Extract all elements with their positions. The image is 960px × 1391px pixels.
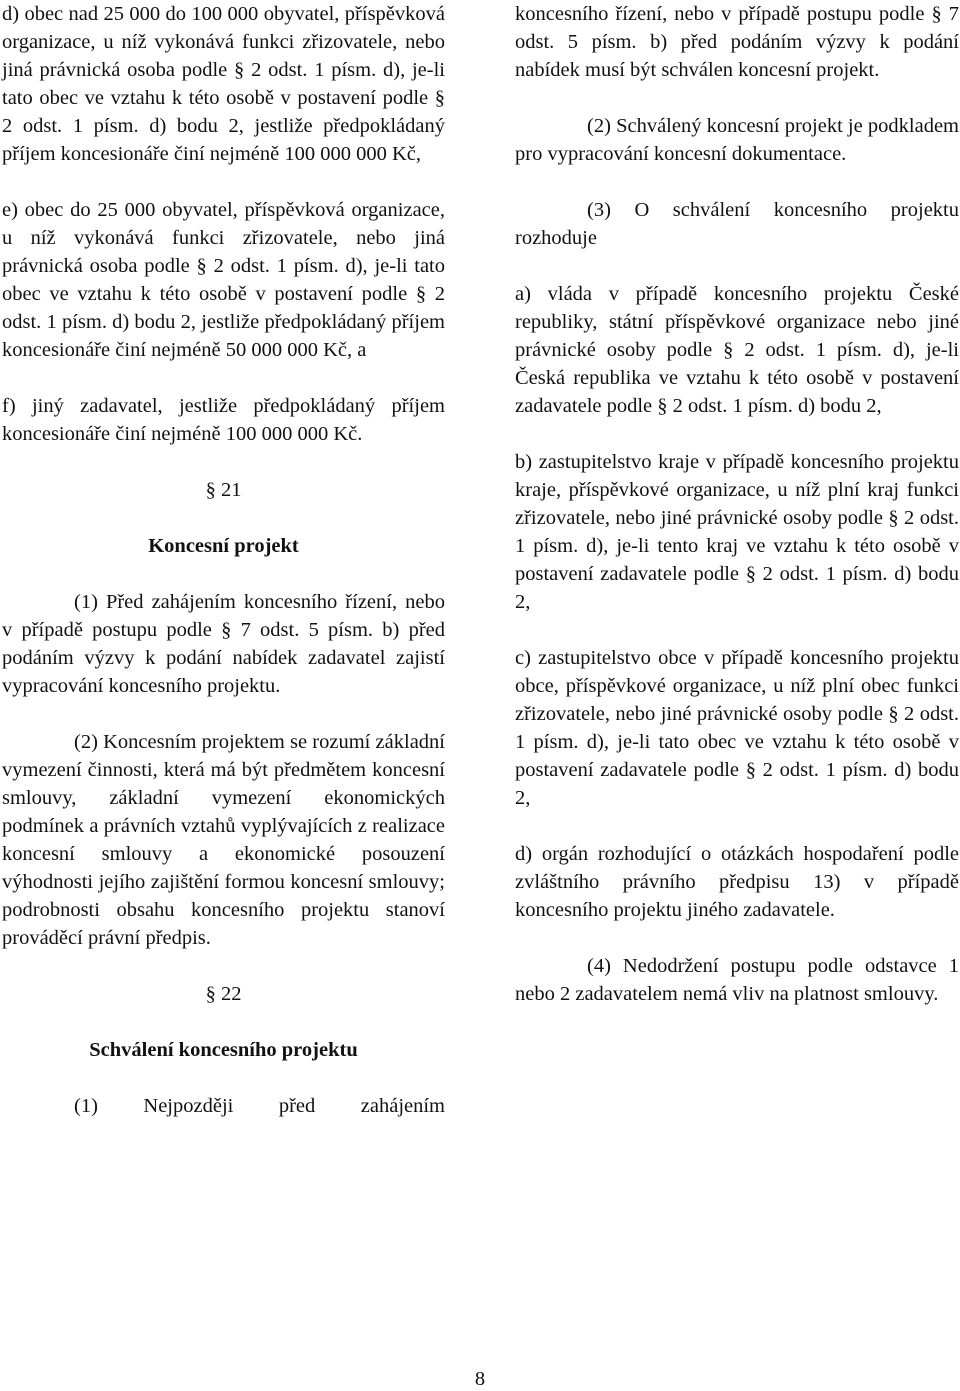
paragraph-item-f: f) jiný zadavatel, jestliže předpokládaný příjem koncesionáře činí nejméně 100 000 000 Kč. <box>2 395 445 445</box>
section-22-paragraph-3: (3) O schválení koncesního projektu rozhoduje <box>515 199 959 249</box>
section-22-paragraph-1-continued: koncesního řízení, nebo v případě postupu podle § 7 odst. 5 písm. b) před podáním výzvy k podání nabídek musí být schválen koncesní projekt. <box>515 3 959 81</box>
list-item-b: b) zastupitelstvo kraje v případě koncesního projektu kraje, příspěvkové organizace, u níž plní kraj funkci zřizovatele, nebo jiné právnické osoby podle § 2 odst. 1 písm. d), je-li tento kraj ve vztahu k této osobě v postavení zadavatele podle § 2 odst. 1 písm. d) bodu 2, <box>515 451 959 613</box>
section-22-paragraph-2: (2) Schválený koncesní projekt je podkladem pro vypracování koncesní dokumentace. <box>515 115 959 165</box>
section-22-title: Schválení koncesního projektu <box>89 1039 358 1061</box>
left-column <box>2 0 445 1120</box>
section-22-paragraph-1-start: (1) Nejpozději před zahájením <box>74 1095 445 1117</box>
section-21-number: § 21 <box>205 479 242 501</box>
section-21-paragraph-2: (2) Koncesním projektem se rozumí základní vymezení činnosti, která má být předmětem koncesní smlouvy, základní vymezení ekonomických podmínek a právních vztahů vyplývajících z realizace koncesní smlouvy a ekonomické posouzení výhodnosti jejího zajištění formou koncesní smlouvy; podrobnosti obsahu koncesního projektu stanoví prováděcí právní předpis. <box>2 731 445 949</box>
page-number: 8 <box>474 1368 486 1390</box>
section-22-paragraph-4: (4) Nedodržení postupu podle odstavce 1 nebo 2 zadavatelem nemá vliv na platnost smlouvy. <box>515 955 959 1005</box>
section-21-paragraph-1: (1) Před zahájením koncesního řízení, nebo v případě postupu podle § 7 odst. 5 písm. b) před podáním výzvy k podání nabídek zadavatel zajistí vypracování koncesního projektu. <box>2 591 445 697</box>
list-item-a: a) vláda v případě koncesního projektu České republiky, státní příspěvkové organizace nebo jiné právnické osoby podle § 2 odst. 1 písm. d), je-li Česká republika ve vztahu k této osobě v postavení zadavatele podle § 2 odst. 1 písm. d) bodu 2, <box>515 283 959 417</box>
section-22-number: § 22 <box>205 983 242 1005</box>
section-21-title: Koncesní projekt <box>148 535 299 557</box>
list-item-d: d) orgán rozhodující o otázkách hospodaření podle zvláštního právního předpisu 13) v případě koncesního projektu jiného zadavatele. <box>515 843 959 921</box>
paragraph-item-e: e) obec do 25 000 obyvatel, příspěvková organizace, u níž vykonává funkci zřizovatele, nebo jiná právnická osoba podle § 2 odst. 1 písm. d), je-li tato obec ve vztahu k této osobě v postavení podle § 2 odst. 1 písm. d) bodu 2, jestliže předpokládaný příjem koncesionáře činí nejméně 50 000 000 Kč, a <box>2 199 445 361</box>
paragraph-item-d: d) obec nad 25 000 do 100 000 obyvatel, příspěvková organizace, u níž vykonává funkci zřizovatele, nebo jiná právnická osoba podle § 2 odst. 1 písm. d), je-li tato obec ve vztahu k této osobě v postavení podle § 2 odst. 1 písm. d) bodu 2, jestliže předpokládaný příjem koncesionáře činí nejméně 100 000 000 Kč, <box>2 3 445 165</box>
right-column <box>515 0 959 1008</box>
list-item-c: c) zastupitelstvo obce v případě koncesního projektu obce, příspěvkové organizace, u níž plní obec funkci zřizovatele, nebo jiné právnické osoby podle § 2 odst. 1 písm. d), je-li tato obec ve vztahu k této osobě v postavení zadavatele podle § 2 odst. 1 písm. d) bodu 2, <box>515 647 959 809</box>
